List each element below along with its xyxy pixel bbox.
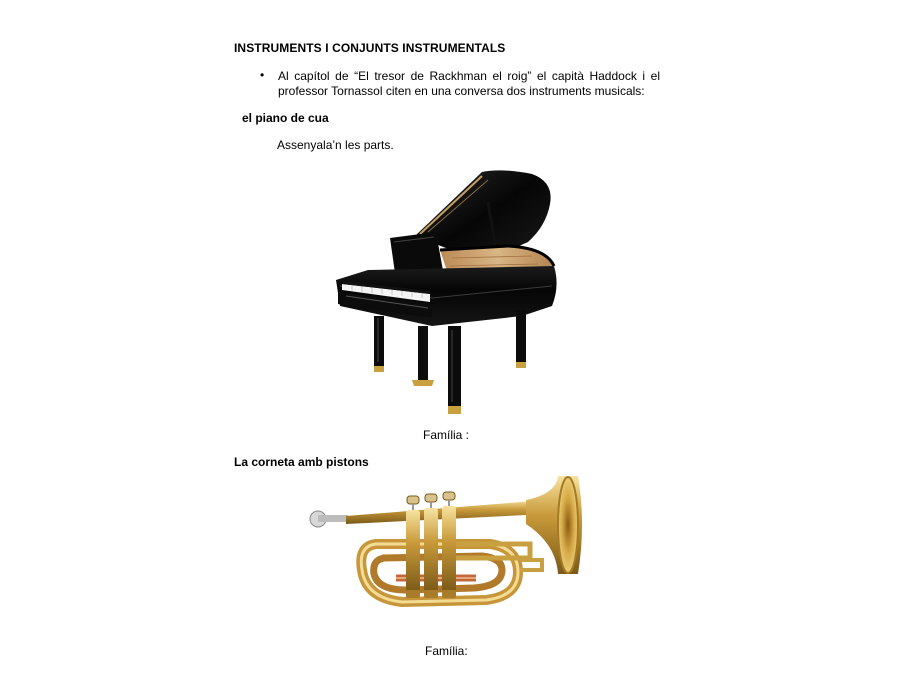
grand-piano-illustration: [332, 166, 564, 422]
piano-family-label: Família :: [423, 428, 470, 442]
cornet-illustration: [306, 474, 586, 624]
cornet-image: [306, 474, 586, 624]
page-title: INSTRUMENTS I CONJUNTS INSTRUMENTALS: [234, 41, 506, 55]
bullet-paragraph: Al capítol de “El tresor de Rackhman el roig” el capità Haddock i el professor Tornassol citen en una conversa dos instruments musicals:: [278, 69, 660, 98]
cornet-heading: La corneta amb pistons: [234, 455, 369, 469]
bullet-marker: •: [260, 68, 265, 82]
piano-heading: el piano de cua: [242, 111, 329, 125]
grand-piano-image: [332, 166, 564, 422]
cornet-family-label: Família:: [425, 644, 468, 658]
instruction-text: Assenyala’n les parts.: [277, 138, 394, 152]
